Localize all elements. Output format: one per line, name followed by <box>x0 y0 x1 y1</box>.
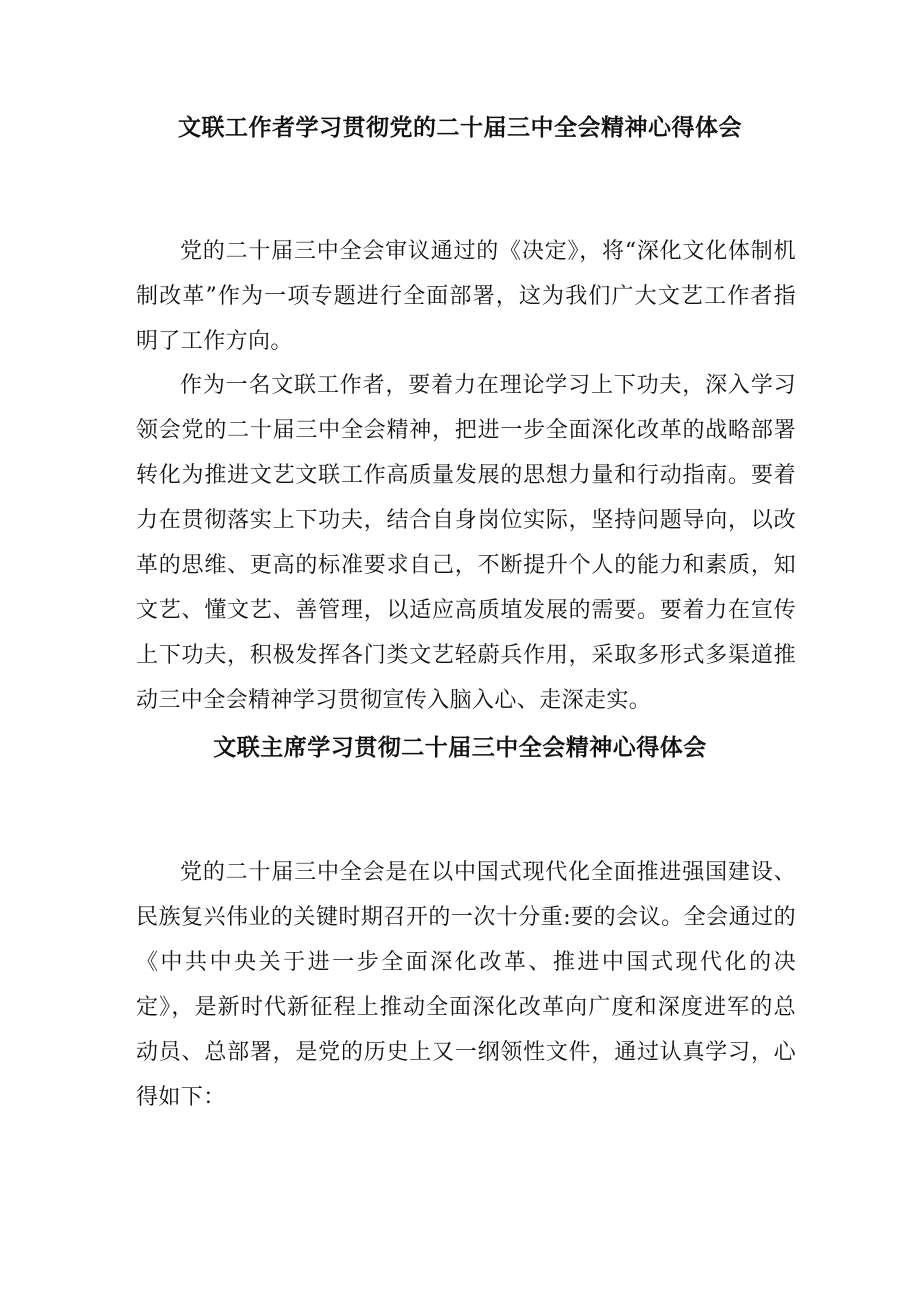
section-1-paragraph-2: 作为一名文联工作者，要着力在理论学习上下功夫，深入学习领会党的二十届三中全会精神，把进一步全面深化改革的战略部署转化为推进文艺文联工作高质量发展的思想力量和行动指南。要着力在贯彻落实上下功夫，结合自身岗位实际，坚持问题导向，以改革的思维、更高的标准要求自己，不断提升个人的能力和素质，知文艺、懂文艺、善管理，以适应高质埴发展的需要。要着力在宣传上下功夫，积极发挥各门类文艺轻蔚兵作用，采取多形式多渠道推动三中全会精神学习贯彻宣传入脑入心、走深走实。 <box>136 373 796 713</box>
section-2-paragraph-1: 党的二十届三中全会是在以中国式现代化全面推进强国建设、民族复兴伟业的关键时期召开的一次十分重:要的会议。全会通过的《中共中央关于进一步全面深化改革、推进中国式现代化的决定》，是新时代新征程上推动全面深化改革向广度和深度进军的总动员、总部署，是党的历史上又一纲领性文件，通过认真学习，心得如下： <box>136 860 796 1110</box>
section-2-title: 文联主席学习贯彻二十届三中全会精神心得体会 <box>213 735 707 761</box>
section-1-paragraph-1: 党的二十届三中全会审议通过的《决定》，将“深化文化体制机制改革”作为一项专题进行全面部署，这为我们广大文艺工作者指明了工作方向。 <box>136 239 796 354</box>
section-1-title: 文联工作者学习贯彻党的二十届三中全会精神心得体会 <box>178 115 742 141</box>
